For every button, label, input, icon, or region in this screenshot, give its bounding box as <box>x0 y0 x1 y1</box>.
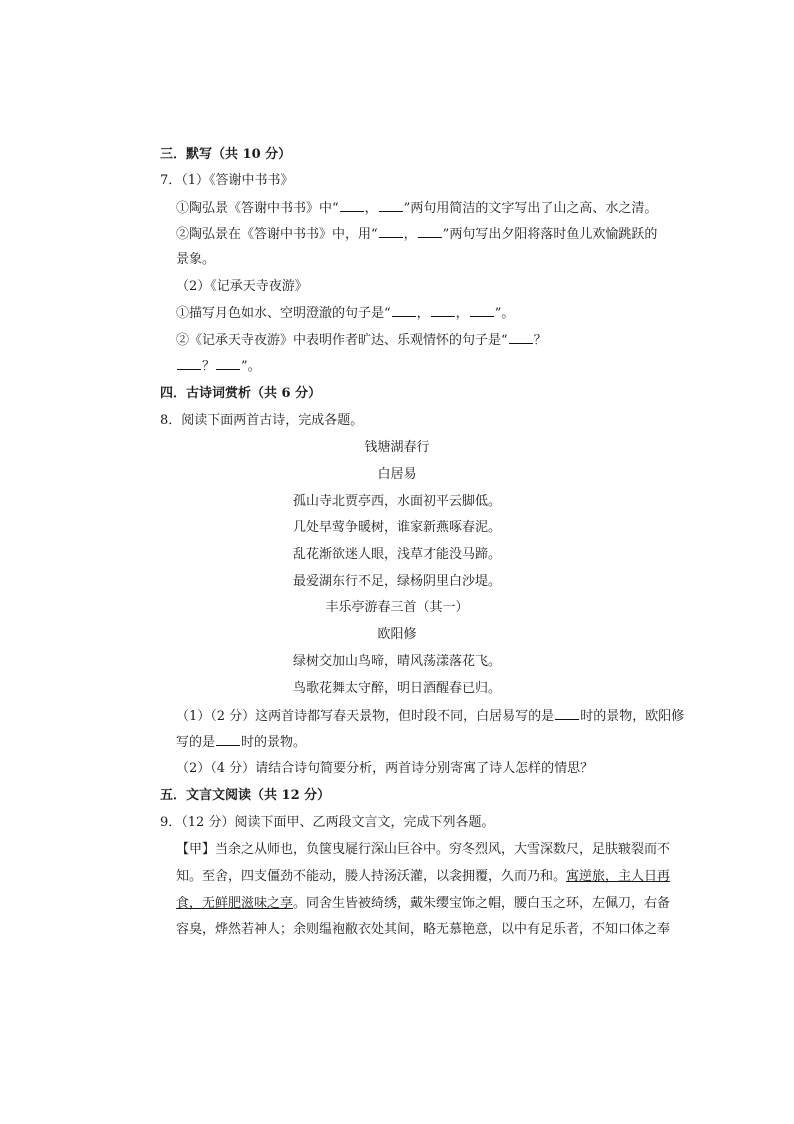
question-mark: ？ <box>202 359 216 374</box>
poem1-title: 钱塘湖春行 <box>364 440 430 455</box>
answer-blank[interactable] <box>379 225 403 238</box>
q7-2b-cont <box>176 357 261 376</box>
passage-line <box>176 895 670 913</box>
q8-intro: 8．阅读下面两首古诗，完成各题。 <box>160 413 364 428</box>
q7-2-label: （2）《记承天寺夜游》 <box>176 279 308 294</box>
poem2-line: 绿树交加山鸟啼，晴风荡漾落花飞。 <box>292 654 501 669</box>
answer-blank[interactable] <box>431 304 455 317</box>
section4-heading: 四．古诗词赏析（共 6 分） <box>160 386 322 401</box>
q9-intro: 9．（12 分）阅读下面甲、乙两段文言文，完成下列各题。 <box>160 815 495 830</box>
answer-blank[interactable] <box>216 357 240 370</box>
answer-blank[interactable] <box>379 199 403 212</box>
q8-1 <box>176 707 684 726</box>
q7-2a-pre: ①描写月色如水、空明澄澈的句子是“ <box>176 306 391 321</box>
q8-1-cont-pre: 写的是 <box>176 735 216 750</box>
q8-2: （2）（4 分）请结合诗句简要分析，两首诗分别寄寓了诗人怎样的情思？ <box>176 761 594 776</box>
answer-blank[interactable] <box>555 707 579 720</box>
answer-blank[interactable] <box>177 357 201 370</box>
poem1-line: 乱花渐欲迷人眼，浅草才能没马蹄。 <box>292 547 501 562</box>
q7-1a-pre: ①陶弘景《答谢中书书》中“ <box>176 201 339 216</box>
q7-1a-post: ”两句用简洁的文字写出了山之高、水之清。 <box>403 201 658 216</box>
q7-2b-pre: ②《记承天寺夜游》中表明作者旷达、乐观情怀的句子是“ <box>176 333 508 348</box>
q8-1-pre: （1）（2 分）这两首诗都写春天景物，但时段不同，白居易写的是 <box>176 709 555 724</box>
poem1-line: 几处早莺争暖树，谁家新燕啄春泥。 <box>292 520 501 535</box>
poem1-author: 白居易 <box>377 467 417 482</box>
passage-line <box>176 868 670 886</box>
section3-heading: 三．默写（共 10 分） <box>160 147 292 162</box>
answer-blank[interactable] <box>392 304 416 317</box>
question-mark: ？ <box>533 333 547 348</box>
q7-1b-cont: 景象。 <box>176 252 216 267</box>
passage-line: 【甲】当余之从师也，负箧曳屣行深山巨谷中。穷冬烈风，大雪深数尺，足肤皲裂而不 <box>176 842 671 857</box>
answer-blank[interactable] <box>340 199 364 212</box>
poem2-line: 鸟歌花舞太守醉，明日酒醒春已归。 <box>292 681 501 696</box>
passage-text: 知。至舍，四支僵劲不能动，媵人持汤沃灌，以衾拥覆，久而乃和。 <box>176 869 567 884</box>
poem1-line: 最爱湖东行不足，绿杨阴里白沙堤。 <box>292 574 501 589</box>
answer-blank[interactable] <box>418 225 442 238</box>
separator: ， <box>416 306 430 321</box>
q7-2b-post: ”。 <box>241 359 261 374</box>
q7-2b <box>176 331 547 350</box>
answer-blank[interactable] <box>216 733 240 746</box>
answer-blank[interactable] <box>509 331 533 344</box>
underlined-sentence: 寓逆旅，主人日再 <box>566 869 671 884</box>
underlined-sentence: 食，无鲜肥滋味之享 <box>176 896 294 911</box>
passage-text: 。同舍生皆被绮绣，戴朱缨宝饰之帽，腰白玉之环，左佩刀，右备 <box>293 896 671 911</box>
q8-1-cont-post: 时的景物。 <box>241 735 307 750</box>
q7-label: 7．（1）《答谢中书书》 <box>160 173 294 188</box>
q7-1b-pre: ②陶弘景在《答谢中书书》中，用“ <box>176 227 378 242</box>
q7-1b <box>176 225 657 244</box>
separator: ， <box>403 227 417 242</box>
q7-2a-post: ”。 <box>494 306 515 321</box>
poem2-author: 欧阳修 <box>377 627 417 642</box>
passage-line: 容臭，烨然若神人；余则缊袍敝衣处其间，略无慕艳意，以中有足乐者，不知口体之奉 <box>176 922 671 937</box>
answer-blank[interactable] <box>470 304 494 317</box>
separator: ， <box>364 201 378 216</box>
q8-1-cont <box>176 733 306 752</box>
poem2-title: 丰乐亭游春三首（其一） <box>325 600 469 615</box>
q7-1a <box>176 199 657 218</box>
section5-heading: 五．文言文阅读（共 12 分） <box>160 788 331 803</box>
poem1-line: 孤山寺北贾亭西，水面初平云脚低。 <box>292 494 501 509</box>
q7-2a <box>176 304 514 323</box>
q8-1-mid: 时的景物，欧阳修 <box>580 709 685 724</box>
separator: ， <box>455 306 469 321</box>
q7-1b-post: ”两句写出夕阳将落时鱼儿欢愉跳跃的 <box>442 227 658 242</box>
